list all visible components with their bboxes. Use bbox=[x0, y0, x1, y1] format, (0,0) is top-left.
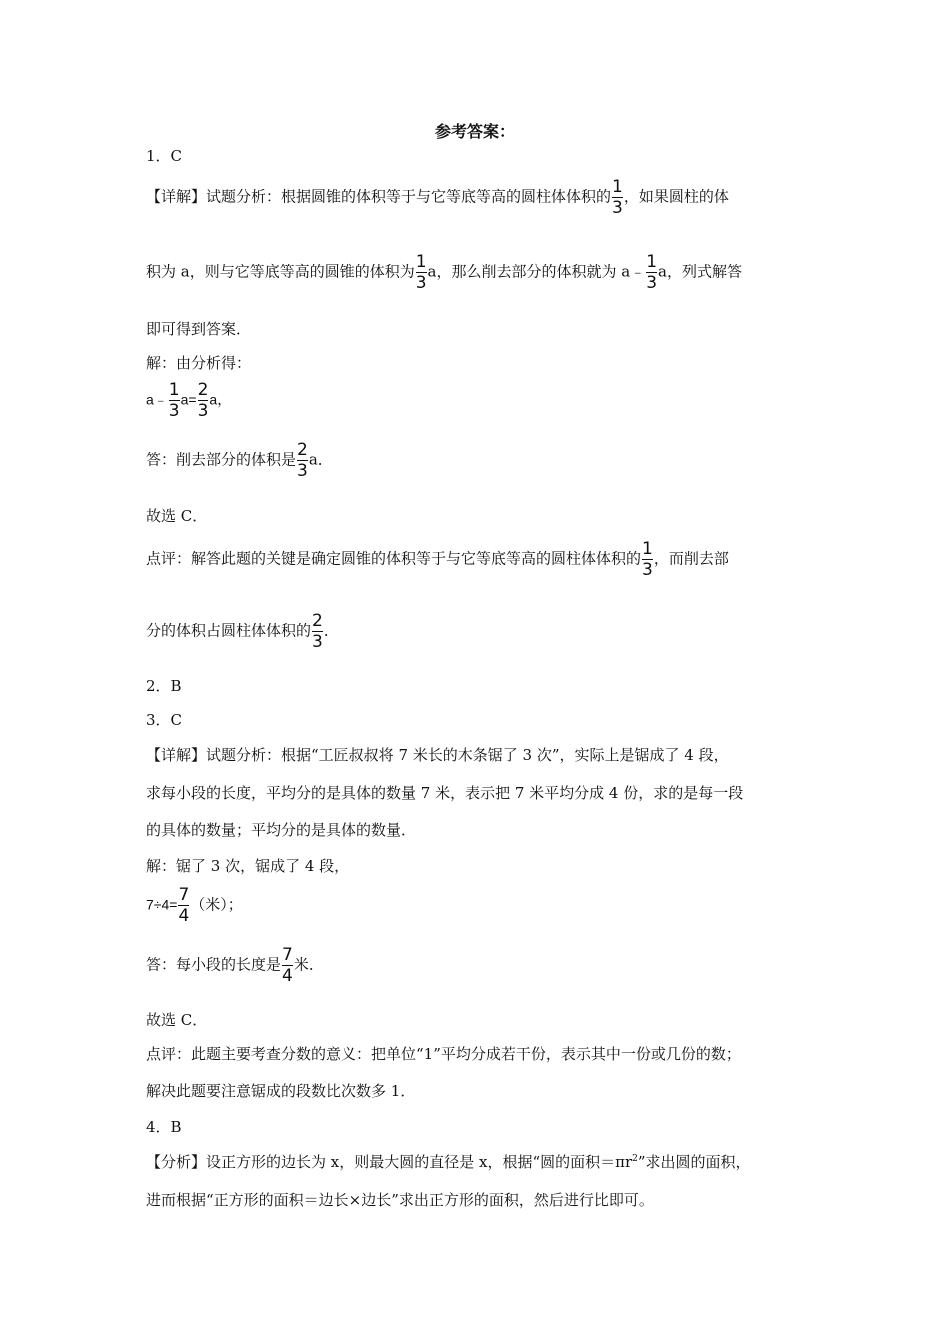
text: a． bbox=[308, 450, 333, 469]
denominator: 3 bbox=[197, 401, 209, 421]
fraction-two-thirds bbox=[312, 612, 323, 651]
q1-answer-sentence bbox=[146, 441, 333, 480]
numerator: 1 bbox=[612, 177, 623, 197]
numerator: 1 bbox=[415, 252, 427, 272]
denominator: 3 bbox=[312, 632, 323, 652]
q3-detail-line-3: 的具体的数量；平均分的是具体的数量． bbox=[146, 821, 417, 839]
fraction-two-thirds bbox=[198, 381, 209, 420]
q1-detail-line-2 bbox=[146, 253, 742, 292]
fraction-one-third bbox=[169, 381, 180, 420]
fraction-two-thirds bbox=[297, 441, 308, 480]
q1-choose: 故选 C． bbox=[146, 507, 208, 525]
text: ． bbox=[323, 621, 339, 640]
text: 答：每小段的长度是 bbox=[146, 955, 282, 974]
text: a= bbox=[180, 391, 197, 408]
numerator: 2 bbox=[297, 440, 308, 460]
answer-1: 1．C bbox=[146, 147, 183, 165]
numerator: 1 bbox=[646, 252, 658, 272]
text: a， bbox=[209, 391, 232, 408]
q3-answer-sentence bbox=[146, 946, 324, 985]
text: 答：削去部分的体积是 bbox=[146, 450, 297, 469]
denominator: 3 bbox=[612, 198, 623, 218]
text: 点评：解答此题的关键是确定圆锥的体积等于与它等底等高的圆柱体体积的 bbox=[146, 549, 642, 568]
text: a，那么削去部分的体积就为 a﹣ bbox=[427, 262, 646, 281]
text: 米． bbox=[293, 955, 324, 974]
q3-detail-line-2: 求每小段的长度，平均分的是具体的数量 7 米，表示把 7 米平均分成 4 份，求的是每一段 bbox=[146, 784, 744, 802]
numerator: 1 bbox=[642, 539, 653, 559]
q3-equation bbox=[146, 886, 243, 925]
numerator: 7 bbox=[282, 945, 293, 965]
denominator: 3 bbox=[415, 273, 427, 293]
denominator: 3 bbox=[642, 560, 653, 580]
fraction-one-third bbox=[642, 540, 653, 579]
numerator: 2 bbox=[197, 380, 209, 400]
text: ，如果圆柱的体 bbox=[623, 187, 729, 206]
q4-analysis-line-2: 进而根据“正方形的面积＝边长×边长”求出正方形的面积，然后进行比即可。 bbox=[146, 1191, 654, 1209]
numerator: 7 bbox=[178, 885, 190, 905]
q3-review-line-2: 解决此题要注意锯成的段数比次数多 1． bbox=[146, 1082, 416, 1100]
q3-choose: 故选 C． bbox=[146, 1011, 208, 1029]
q1-detail-line-1 bbox=[146, 178, 729, 217]
text: a，列式解答 bbox=[658, 262, 742, 281]
q3-review-line-1: 点评：此题主要考查分数的意义：把单位“1”平均分成若干份，表示其中一份或几份的数； bbox=[146, 1045, 741, 1063]
fraction-one-third bbox=[612, 178, 623, 217]
q3-solve: 解：锯了 3 次，锯成了 4 段， bbox=[146, 857, 350, 875]
fraction-seven-quarters bbox=[178, 886, 189, 925]
text: 【详解】试题分析：根据圆锥的体积等于与它等底等高的圆柱体体积的 bbox=[146, 187, 612, 206]
q1-solve-label: 解：由分析得： bbox=[146, 354, 252, 372]
text: 积为 a，则与它等底等高的圆锥的体积为 bbox=[146, 262, 415, 281]
text: a﹣ bbox=[146, 391, 168, 408]
answer-3: 3．C bbox=[146, 711, 183, 729]
text: ”求出圆的面积， bbox=[637, 1153, 751, 1171]
fraction-one-third bbox=[646, 253, 657, 292]
text: 【分析】设正方形的边长为 x，则最大圆的直径是 x，根据“圆的面积＝πr bbox=[146, 1153, 633, 1171]
denominator: 4 bbox=[178, 906, 190, 926]
q1-review-line-2 bbox=[146, 612, 339, 651]
numerator: 1 bbox=[168, 380, 180, 400]
q1-equation bbox=[146, 381, 231, 420]
text: 7÷4= bbox=[146, 896, 178, 913]
answer-2: 2．B bbox=[146, 677, 182, 695]
text: ，而削去部 bbox=[653, 549, 729, 568]
q4-analysis-line-1 bbox=[146, 1151, 751, 1172]
q1-review-line-1 bbox=[146, 540, 729, 579]
fraction-one-third bbox=[416, 253, 427, 292]
numerator: 2 bbox=[312, 611, 323, 631]
denominator: 3 bbox=[168, 401, 180, 421]
text: （米）； bbox=[190, 895, 243, 914]
denominator: 3 bbox=[297, 461, 308, 481]
answer-4: 4．B bbox=[146, 1118, 182, 1136]
page-title: 参考答案： bbox=[434, 122, 515, 141]
q3-detail-line-1: 【详解】试题分析：根据“工匠叔叔将 7 米长的木条锯了 3 次”，实际上是锯成了 4 段， bbox=[146, 746, 729, 764]
superscript: 2 bbox=[632, 1154, 638, 1164]
fraction-seven-quarters bbox=[282, 946, 293, 985]
denominator: 3 bbox=[646, 273, 658, 293]
q1-detail-line-3: 即可得到答案． bbox=[146, 320, 252, 338]
text: 分的体积占圆柱体体积的 bbox=[146, 621, 312, 640]
denominator: 4 bbox=[282, 966, 293, 986]
